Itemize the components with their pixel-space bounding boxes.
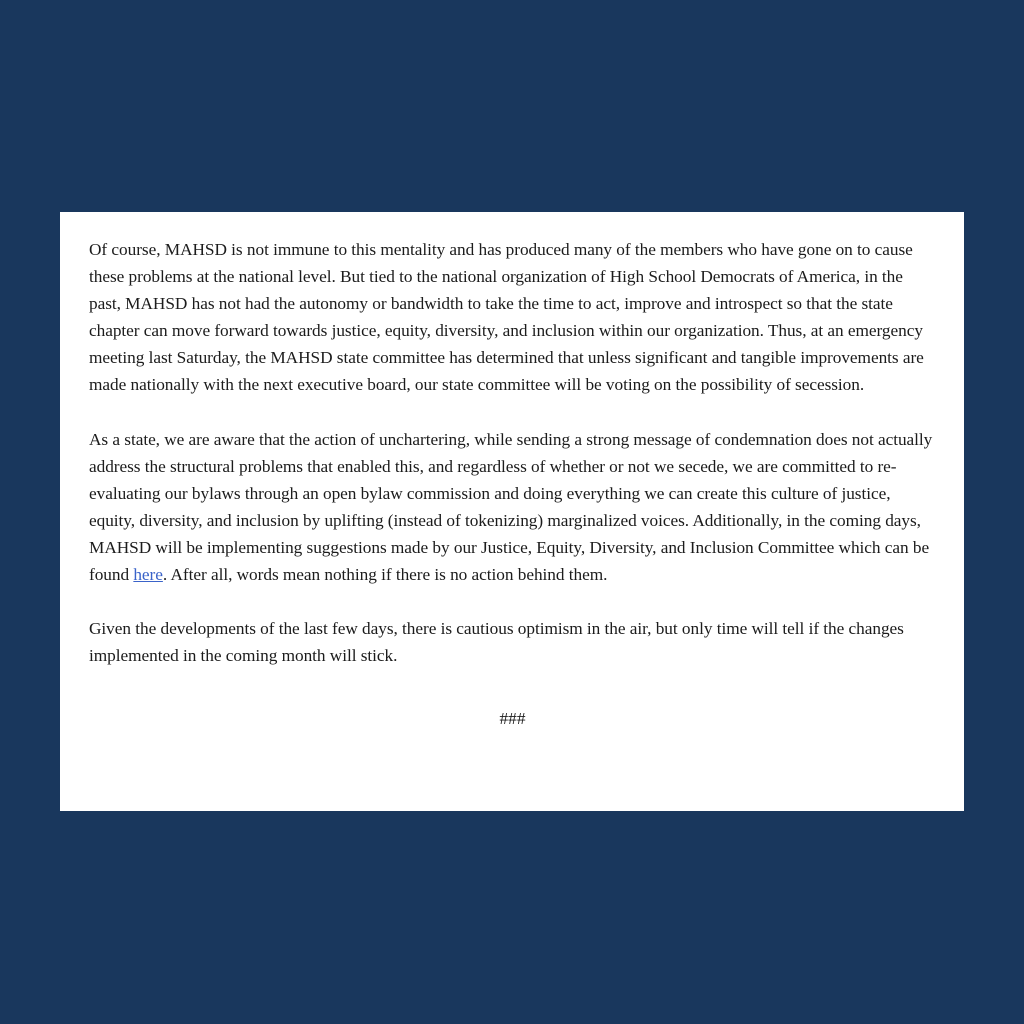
here-link[interactable]: here: [133, 565, 163, 585]
paragraph-commitment-text: As a state, we are aware that the action of unchartering, while sending a strong message of condemnation does not actually address the structural problems that enabled this, and regardless of whether or not we secede, we are committed to re-evaluating our bylaws through an open bylaw commission and doing everything we can create this culture of justice, equity, diversity, and inclusion by uplifting (instead of tokenizing) marginalized voices. Additionally, in the coming days, MAHSD will be implementing suggestions made by our Justice, Equity, Diversity, and Inclusion Committee which can be found: [89, 429, 933, 585]
paragraph-commitment-closing: . After all, words mean nothing if there is no action behind them.: [162, 565, 608, 585]
paragraph-optimism: Given the developments of the last few days, there is cautious optimism in the air, but only time will tell if the changes implemented in the coming month will stick.: [89, 619, 904, 666]
end-of-release-mark: ###: [499, 708, 526, 728]
paragraph-commitment: [89, 426, 936, 589]
paragraph-secession: Of course, MAHSD is not immune to this mentality and has produced many of the members who have gone on to cause these problems at the national level. But tied to the national organization of High School Democrats of America, in the past, MAHSD has not had the autonomy or bandwidth to take the time to act, improve and introspect so that the state chapter can move forward towards justice, equity, diversity, and inclusion within our organization. Thus, at an emergency meeting last Saturday, the MAHSD state committee has determined that unless significant and tangible improvements are made nationally with the next executive board, our state committee will be voting on the possibility of secession.: [89, 240, 924, 395]
press-release-card: [60, 212, 964, 811]
